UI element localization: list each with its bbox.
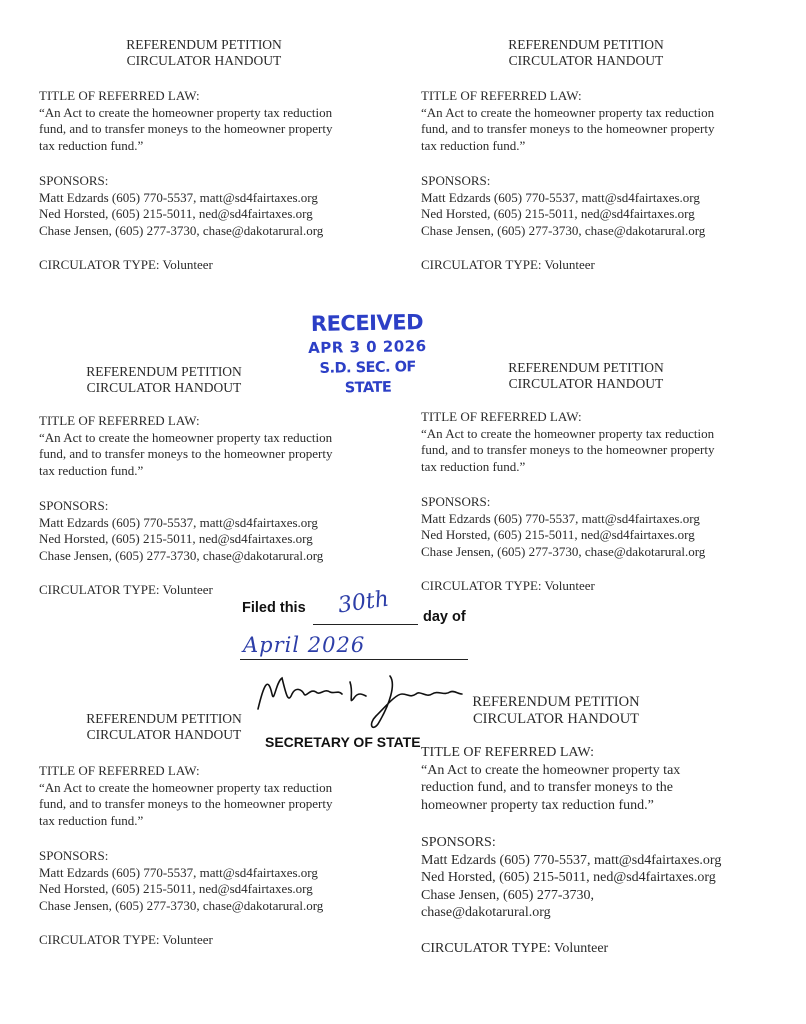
sponsor-line: Ned Horsted, (605) 215-5011, ned@sd4fairtaxes.org xyxy=(39,881,313,896)
day-of-label: day of xyxy=(423,609,466,625)
title-line: “An Act to create the homeowner property tax xyxy=(421,762,681,778)
title-line: fund, and to transfer moneys to the homeowner property xyxy=(421,121,715,136)
header-line-1: REFERENDUM PETITION xyxy=(508,37,664,52)
title-line: “An Act to create the homeowner property tax reduction xyxy=(39,779,333,795)
circulator-type: CIRCULATOR TYPE: Volunteer xyxy=(421,578,595,593)
handout-header xyxy=(421,694,691,728)
handout-header xyxy=(39,711,289,743)
header-line-1: REFERENDUM PETITION xyxy=(86,364,242,379)
received-word: RECEIVED xyxy=(310,310,424,336)
secretary-of-state-title: SECRETARY OF STATE xyxy=(265,734,421,750)
sponsor-line: Chase Jensen, (605) 277-3730, xyxy=(421,887,595,903)
sponsor-line: Chase Jensen, (605) 277-3730, chase@dakotarural.org xyxy=(39,222,324,238)
sponsor-line: Matt Edzards (605) 770-5537, matt@sd4fairtaxes.org xyxy=(421,510,700,526)
title-line: fund, and to transfer moneys to the homeowner property xyxy=(421,442,715,457)
sponsor-line: Matt Edzards (605) 770-5537, matt@sd4fairtaxes.org xyxy=(39,189,318,205)
header-line-2: CIRCULATOR HANDOUT xyxy=(86,727,242,742)
sponsor-line: Ned Horsted, (605) 215-5011, ned@sd4fairtaxes.org xyxy=(39,531,313,546)
header-line-2: CIRCULATOR HANDOUT xyxy=(508,53,664,68)
sponsor-line: chase@dakotarural.org xyxy=(421,905,551,920)
day-line xyxy=(313,624,418,625)
sponsor-line: Chase Jensen, (605) 277-3730, chase@dakotarural.org xyxy=(39,897,324,913)
title-line: “An Act to create the homeowner property tax reduction xyxy=(39,429,333,445)
title-label: TITLE OF REFERRED LAW: xyxy=(39,88,200,103)
sponsor-line: Chase Jensen, (605) 277-3730, chase@dakotarural.org xyxy=(39,547,324,563)
sponsor-line: Ned Horsted, (605) 215-5011, ned@sd4fairtaxes.org xyxy=(39,206,313,221)
received-date: APR 3 0 2026 xyxy=(307,336,427,358)
sponsor-line: Ned Horsted, (605) 215-5011, ned@sd4fairtaxes.org xyxy=(421,527,695,542)
received-office: S.D. SEC. OF STATE xyxy=(319,359,417,397)
title-line: tax reduction fund.” xyxy=(421,458,526,474)
circulator-type: CIRCULATOR TYPE: Volunteer xyxy=(39,582,213,597)
title-line: reduction fund, and to transfer moneys to the xyxy=(421,780,673,795)
title-line: tax reduction fund.” xyxy=(421,137,526,153)
title-label: TITLE OF REFERRED LAW: xyxy=(39,413,200,428)
header-line-1: REFERENDUM PETITION xyxy=(86,711,242,726)
header-line-2: CIRCULATOR HANDOUT xyxy=(86,380,242,395)
handwritten-day: 30th xyxy=(336,586,391,619)
handout-2 xyxy=(421,37,761,274)
handout-5 xyxy=(39,711,379,949)
title-label: TITLE OF REFERRED LAW: xyxy=(421,88,582,103)
sponsors-label: SPONSORS: xyxy=(39,173,109,188)
title-line: fund, and to transfer moneys to the homeowner property xyxy=(39,446,333,461)
circulator-type: CIRCULATOR TYPE: Volunteer xyxy=(421,257,595,272)
header-line-2: CIRCULATOR HANDOUT xyxy=(508,376,664,391)
sponsors-label: SPONSORS: xyxy=(39,498,109,513)
title-label: TITLE OF REFERRED LAW: xyxy=(421,745,594,760)
sponsor-line: Matt Edzards (605) 770-5537, matt@sd4fairtaxes.org xyxy=(421,852,722,868)
sponsors-label: SPONSORS: xyxy=(39,848,109,863)
header-line-2: CIRCULATOR HANDOUT xyxy=(472,711,640,727)
sponsor-line: Ned Horsted, (605) 215-5011, ned@sd4fairtaxes.org xyxy=(421,870,716,885)
circulator-type: CIRCULATOR TYPE: Volunteer xyxy=(39,257,213,272)
handout-6 xyxy=(421,694,766,957)
sponsor-line: Matt Edzards (605) 770-5537, matt@sd4fairtaxes.org xyxy=(39,864,318,880)
sponsor-line: Matt Edzards (605) 770-5537, matt@sd4fairtaxes.org xyxy=(421,189,700,205)
handout-1 xyxy=(39,37,379,274)
filed-this-label: Filed this xyxy=(242,600,306,616)
sponsor-line: Chase Jensen, (605) 277-3730, chase@dakotarural.org xyxy=(421,543,706,559)
handout-header xyxy=(421,360,751,392)
title-line: fund, and to transfer moneys to the homeowner property xyxy=(39,121,333,136)
handout-header xyxy=(39,37,369,69)
title-line: homeowner property tax reduction fund.” xyxy=(421,797,654,813)
sponsors-label: SPONSORS: xyxy=(421,835,496,850)
sponsors-label: SPONSORS: xyxy=(421,173,491,188)
title-label: TITLE OF REFERRED LAW: xyxy=(421,409,582,424)
title-line: fund, and to transfer moneys to the homeowner property xyxy=(39,796,333,811)
header-line-2: CIRCULATOR HANDOUT xyxy=(126,53,282,68)
handout-4 xyxy=(421,360,761,595)
sponsor-line: Matt Edzards (605) 770-5537, matt@sd4fairtaxes.org xyxy=(39,514,318,530)
handout-header xyxy=(39,364,289,396)
title-label: TITLE OF REFERRED LAW: xyxy=(39,763,200,778)
handwritten-month-year: April 2026 xyxy=(243,633,366,657)
header-line-1: REFERENDUM PETITION xyxy=(508,360,664,375)
sponsors-label: SPONSORS: xyxy=(421,494,491,509)
title-line: “An Act to create the homeowner property tax reduction xyxy=(39,104,333,120)
title-line: “An Act to create the homeowner property tax reduction xyxy=(421,104,715,120)
circulator-type: CIRCULATOR TYPE: Volunteer xyxy=(39,932,213,947)
handout-header xyxy=(421,37,751,69)
title-line: tax reduction fund.” xyxy=(39,462,144,478)
handout-3 xyxy=(39,364,379,599)
title-line: tax reduction fund.” xyxy=(39,137,144,153)
title-line: “An Act to create the homeowner property tax reduction xyxy=(421,425,715,441)
sponsor-line: Chase Jensen, (605) 277-3730, chase@dakotarural.org xyxy=(421,222,706,238)
title-line: tax reduction fund.” xyxy=(39,812,144,828)
sponsor-line: Ned Horsted, (605) 215-5011, ned@sd4fairtaxes.org xyxy=(421,206,695,221)
circulator-type: CIRCULATOR TYPE: Volunteer xyxy=(421,940,609,956)
header-line-1: REFERENDUM PETITION xyxy=(472,694,640,710)
header-line-1: REFERENDUM PETITION xyxy=(126,37,282,52)
month-line xyxy=(240,659,468,660)
